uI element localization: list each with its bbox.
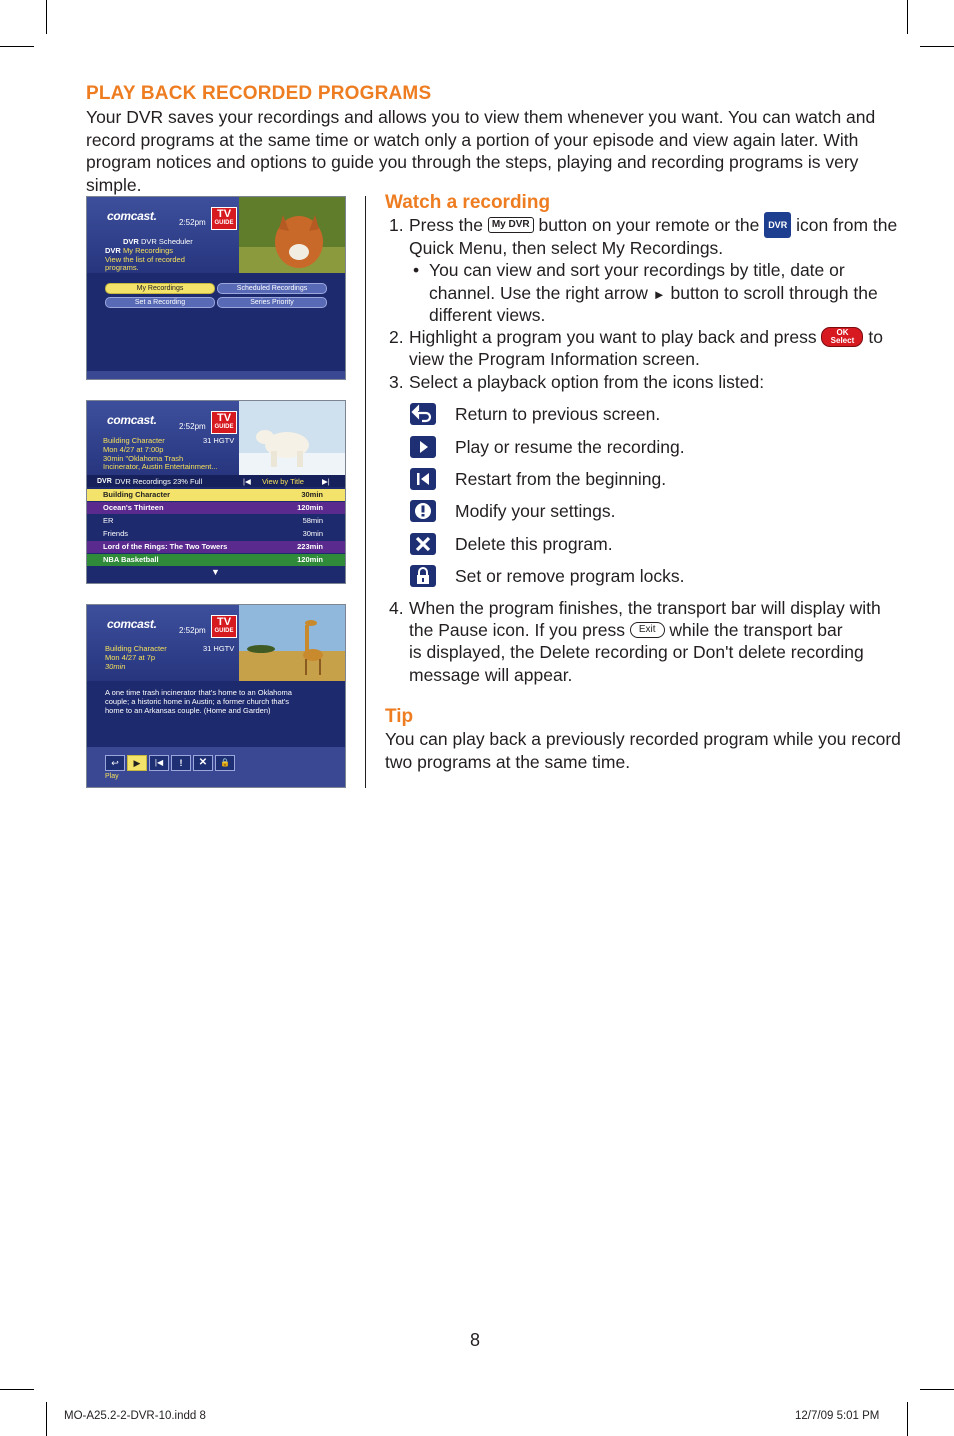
screenshot-program-info — [86, 604, 346, 788]
program-info: Incinerator, Austin Entertainment... — [103, 462, 218, 471]
giraffe-photo — [239, 605, 345, 681]
tip-heading: Tip — [385, 706, 414, 727]
step-2-line: Highlight a program you want to play back and press OK Select to — [409, 327, 883, 347]
step-1-line: Press the My DVR button on your remote or the DVR icon from the — [409, 214, 897, 238]
file-slug: MO-A25.2-2-DVR-10.indd 8 — [64, 1410, 206, 1422]
tv-guide-logo: TV GUIDE — [211, 207, 237, 230]
bullet-line: channel. Use the right arrow ► button to scroll through the — [429, 283, 878, 303]
table-row[interactable]: NBA Basketball 120min — [87, 554, 345, 566]
modify-icon — [410, 500, 436, 522]
set-recording-button[interactable]: Set a Recording — [105, 297, 215, 308]
scroll-down-icon[interactable]: ▼ — [211, 567, 220, 577]
step-3-line: Select a playback option from the icons listed: — [409, 372, 765, 392]
restart-icon[interactable]: |◀ — [149, 755, 169, 771]
polar-bear-photo — [239, 401, 345, 477]
table-row[interactable]: Building Character 30min — [87, 489, 345, 501]
icon-label: Play or resume the recording. — [455, 437, 685, 457]
bullet-line: different views. — [429, 305, 546, 325]
step-2-line: view the Program Information screen. — [409, 349, 700, 369]
program-desc: home to an Arkansas couple. (Home and Garden) — [105, 706, 271, 715]
intro-paragraph: Your DVR saves your recordings and allows you to view them whenever you want. You can watch and record programs at the same time or watch only a portion of your episode and view again later. With program notices and options to guide you through the steps, playing and recording programs is very simple. — [86, 107, 876, 195]
step-4-line: is displayed, the Delete recording or Don't delete recording — [409, 642, 864, 662]
step-number: 3. — [389, 372, 404, 392]
program-title: Building Character — [103, 436, 165, 445]
comcast-logo: comcast. — [107, 617, 157, 631]
dvr-capacity: DVR Recordings 23% Full — [115, 477, 203, 486]
crop-mark — [907, 1402, 908, 1436]
exit-button-icon: Exit — [630, 622, 665, 638]
program-desc: A one time trash incinerator that's home to an Oklahoma — [105, 688, 292, 697]
crop-mark — [907, 0, 908, 34]
page-heading: PLAY BACK RECORDED PROGRAMS — [86, 83, 432, 104]
watch-heading: Watch a recording — [385, 192, 551, 213]
return-icon[interactable]: ↩ — [105, 755, 125, 771]
clock: 2:52pm — [179, 218, 206, 227]
program-info: Mon 4/27 at 7p — [105, 653, 156, 662]
crop-mark — [46, 0, 47, 34]
icon-label: Restart from the beginning. — [455, 469, 667, 489]
step-number: 1. — [389, 215, 404, 235]
dvr-icon: DVR — [764, 212, 791, 239]
crop-mark — [46, 1402, 47, 1436]
my-recordings-button[interactable]: My Recordings — [105, 283, 215, 294]
crop-mark — [0, 1389, 34, 1390]
comcast-logo: comcast. — [107, 209, 157, 223]
crop-mark — [920, 1389, 954, 1390]
program-info: 30min — [105, 662, 126, 671]
date-slug: 12/7/09 5:01 PM — [795, 1410, 880, 1422]
screenshot-dvr-scheduler — [86, 196, 346, 380]
bullet-line: You can view and sort your recordings by title, date or — [429, 260, 845, 280]
icon-label: Set or remove program locks. — [455, 566, 685, 586]
right-arrow-icon: ► — [652, 287, 666, 302]
lock-icon — [410, 565, 436, 587]
play-icon[interactable]: ▶ — [127, 755, 147, 771]
table-row[interactable]: Ocean's Thirteen 120min — [87, 502, 345, 514]
scheduler-title: DVR Scheduler — [141, 237, 193, 246]
step-4-line: message will appear. — [409, 665, 573, 685]
table-row[interactable]: Lord of the Rings: The Two Towers 223min — [87, 541, 345, 553]
clock: 2:52pm — [179, 626, 206, 635]
channel: 31 HGTV — [203, 436, 235, 445]
scheduler-subtitle: My Recordings — [123, 246, 174, 255]
step-4-line: the Pause icon. If you press Exit while the transport bar — [409, 620, 843, 640]
step-1-line: Quick Menu, then select My Recordings. — [409, 238, 724, 258]
lock-icon[interactable]: 🔒 — [215, 755, 235, 771]
screen-footer — [87, 371, 345, 379]
scheduled-recordings-button[interactable]: Scheduled Recordings — [217, 283, 327, 294]
modify-icon[interactable]: ! — [171, 755, 191, 771]
restart-icon — [410, 468, 436, 490]
scheduler-desc: View the list of recorded — [105, 255, 185, 264]
channel: 31 HGTV — [203, 644, 235, 653]
program-title: Building Character — [105, 644, 167, 653]
delete-icon[interactable]: ✕ — [193, 755, 213, 771]
dvr-tag: DVR — [97, 478, 112, 485]
my-dvr-button-icon: My DVR — [488, 217, 534, 233]
tip-text: two programs at the same time. — [385, 752, 631, 772]
page-number: 8 — [470, 1330, 481, 1350]
program-desc: couple; a historic home in Austin; a former church that's — [105, 697, 290, 706]
step-4-line: When the program finishes, the transport bar will display with — [409, 598, 881, 618]
icon-label: Modify your settings. — [455, 501, 616, 521]
program-info: 30min "Oklahoma Trash — [103, 454, 184, 463]
bullet: • — [413, 260, 420, 280]
tv-guide-logo: TV GUIDE — [211, 615, 237, 638]
screenshot-recordings-list — [86, 400, 346, 584]
scheduler-desc: programs. — [105, 263, 139, 272]
dvr-tag: DVR — [123, 237, 139, 246]
icon-label: Return to previous screen. — [455, 404, 661, 424]
step-number: 2. — [389, 327, 404, 347]
view-by-title[interactable]: View by Title — [262, 477, 304, 486]
prev-view-icon[interactable]: |◀ — [243, 477, 251, 486]
tv-guide-logo: TV GUIDE — [211, 411, 237, 434]
return-icon — [410, 403, 436, 425]
table-row[interactable]: ER 58min — [87, 515, 345, 527]
series-priority-button[interactable]: Series Priority — [217, 297, 327, 308]
clock: 2:52pm — [179, 422, 206, 431]
action-bar — [87, 747, 345, 787]
fox-photo — [239, 197, 345, 273]
column-divider — [365, 196, 366, 788]
crop-mark — [920, 46, 954, 47]
comcast-logo: comcast. — [107, 413, 157, 427]
icon-label: Delete this program. — [455, 534, 613, 554]
action-label: Play — [105, 773, 119, 780]
program-info: Mon 4/27 at 7:00p — [103, 445, 164, 454]
dvr-status-bar — [87, 475, 345, 487]
crop-mark — [0, 46, 34, 47]
dvr-tag: DVR — [105, 246, 121, 255]
ok-select-button-icon: OK Select — [821, 327, 863, 347]
next-view-icon[interactable]: ▶| — [322, 477, 330, 486]
tip-text: You can play back a previously recorded program while you record — [385, 729, 901, 749]
play-icon — [410, 436, 436, 458]
delete-icon — [410, 533, 436, 555]
step-number: 4. — [389, 598, 404, 618]
table-row[interactable]: Friends 30min — [87, 528, 345, 540]
